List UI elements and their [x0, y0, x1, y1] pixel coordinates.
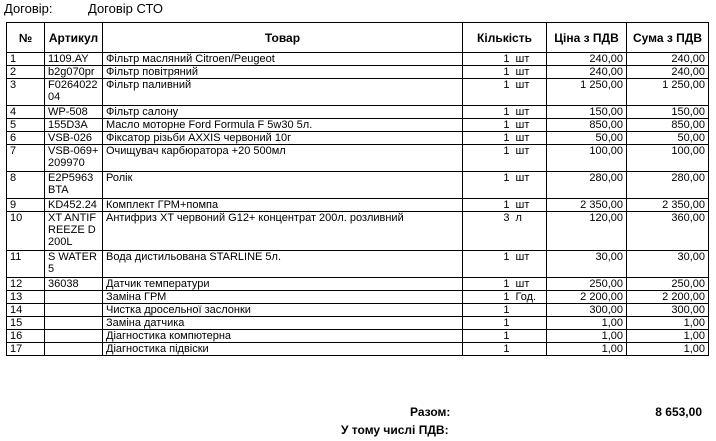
- row-price: 120,00: [547, 212, 627, 251]
- col-price-header: Ціна з ПДВ: [547, 23, 627, 53]
- row-sum: 280,00: [627, 172, 709, 199]
- row-quantity: 1: [463, 66, 513, 79]
- row-product: Заміна датчика: [103, 317, 463, 330]
- row-unit: шт: [513, 66, 547, 79]
- row-sum: 850,00: [627, 119, 709, 132]
- contract-value: Договір СТО: [88, 1, 163, 16]
- row-price: 100,00: [547, 145, 627, 172]
- row-article: [45, 291, 103, 304]
- row-sum: 1,00: [627, 317, 709, 330]
- row-number: 2: [7, 66, 45, 79]
- row-product: Чистка дросельної заслонки: [103, 304, 463, 317]
- table-row: [7, 132, 709, 145]
- contract-line: [4, 1, 163, 17]
- row-quantity: 1: [463, 119, 513, 132]
- row-price: 1,00: [547, 330, 627, 343]
- row-article: KD452.24: [45, 199, 103, 212]
- row-product: Фільтр масляний Citroen/Peugeot: [103, 53, 463, 66]
- row-article: VSB-069+209970: [45, 145, 103, 172]
- table-row: [7, 66, 709, 79]
- row-number: 16: [7, 330, 45, 343]
- row-sum: 1,00: [627, 330, 709, 343]
- row-number: 13: [7, 291, 45, 304]
- row-number: 7: [7, 145, 45, 172]
- row-article: 1109.AY: [45, 53, 103, 66]
- row-price: 850,00: [547, 119, 627, 132]
- table-row: [7, 79, 709, 106]
- row-quantity: 1: [463, 317, 513, 330]
- row-quantity: 1: [463, 291, 513, 304]
- row-price: 30,00: [547, 251, 627, 278]
- row-number: 9: [7, 199, 45, 212]
- col-qty-header: Кількість: [463, 23, 547, 53]
- row-unit: л: [513, 212, 547, 251]
- vat-label: У тому числі ПДВ:: [341, 423, 449, 437]
- row-product: Фільтр паливний: [103, 79, 463, 106]
- row-unit: [513, 343, 547, 356]
- row-sum: 100,00: [627, 145, 709, 172]
- table-row: [7, 212, 709, 251]
- row-article: [45, 304, 103, 317]
- row-quantity: 1: [463, 343, 513, 356]
- row-product: Фільтр повітряний: [103, 66, 463, 79]
- invoice-table: [6, 22, 709, 356]
- row-unit: [513, 317, 547, 330]
- contract-label: Договір:: [4, 1, 53, 16]
- total-value: 8 653,00: [655, 405, 702, 419]
- row-article: WP-508: [45, 106, 103, 119]
- row-number: 10: [7, 212, 45, 251]
- table-row: [7, 172, 709, 199]
- row-unit: шт: [513, 106, 547, 119]
- row-number: 8: [7, 172, 45, 199]
- row-quantity: 1: [463, 53, 513, 66]
- row-unit: [513, 330, 547, 343]
- row-sum: 250,00: [627, 278, 709, 291]
- row-sum: 2 200,00: [627, 291, 709, 304]
- row-article: 155D3A: [45, 119, 103, 132]
- row-price: 250,00: [547, 278, 627, 291]
- row-sum: 240,00: [627, 66, 709, 79]
- row-product: Фіксатор різьби AXXIS червоний 10г: [103, 132, 463, 145]
- row-unit: [513, 304, 547, 317]
- row-product: Очищувач карбюратора +20 500мл: [103, 145, 463, 172]
- row-price: 240,00: [547, 66, 627, 79]
- row-price: 1,00: [547, 343, 627, 356]
- row-unit: шт: [513, 119, 547, 132]
- row-article: [45, 343, 103, 356]
- table-row: [7, 278, 709, 291]
- row-unit: шт: [513, 79, 547, 106]
- row-product: Антифриз XT червоний G12+ концентрат 200л. розливний: [103, 212, 463, 251]
- row-price: 300,00: [547, 304, 627, 317]
- row-number: 1: [7, 53, 45, 66]
- row-product: Діагностика підвіски: [103, 343, 463, 356]
- row-article: F026402204: [45, 79, 103, 106]
- table-header: [7, 23, 709, 53]
- row-quantity: 1: [463, 145, 513, 172]
- row-product: Вода дистильована STARLINE 5л.: [103, 251, 463, 278]
- row-quantity: 3: [463, 212, 513, 251]
- row-article: XT ANTIFREEZE D 200L: [45, 212, 103, 251]
- row-number: 5: [7, 119, 45, 132]
- table-row: [7, 343, 709, 356]
- row-product: Датчик температури: [103, 278, 463, 291]
- row-sum: 30,00: [627, 251, 709, 278]
- row-price: 240,00: [547, 53, 627, 66]
- row-product: Діагностика компютерна: [103, 330, 463, 343]
- row-article: VSB-026: [45, 132, 103, 145]
- row-article: E2P5963BTA: [45, 172, 103, 199]
- row-unit: шт: [513, 53, 547, 66]
- row-price: 2 200,00: [547, 291, 627, 304]
- row-sum: 2 350,00: [627, 199, 709, 212]
- row-price: 50,00: [547, 132, 627, 145]
- row-quantity: 1: [463, 199, 513, 212]
- row-number: 17: [7, 343, 45, 356]
- row-product: Масло моторне Ford Formula F 5w30 5л.: [103, 119, 463, 132]
- row-product: Заміна ГРМ: [103, 291, 463, 304]
- row-sum: 50,00: [627, 132, 709, 145]
- row-price: 280,00: [547, 172, 627, 199]
- row-quantity: 1: [463, 79, 513, 106]
- row-quantity: 1: [463, 106, 513, 119]
- row-article: [45, 330, 103, 343]
- row-unit: Год.: [513, 291, 547, 304]
- row-product: Комплект ГРМ+помпа: [103, 199, 463, 212]
- row-sum: 300,00: [627, 304, 709, 317]
- row-sum: 150,00: [627, 106, 709, 119]
- row-product: Ролік: [103, 172, 463, 199]
- row-article: b2g070pr: [45, 66, 103, 79]
- row-quantity: 1: [463, 304, 513, 317]
- table-row: [7, 304, 709, 317]
- table-row: [7, 119, 709, 132]
- row-unit: шт: [513, 199, 547, 212]
- row-number: 4: [7, 106, 45, 119]
- row-quantity: 1: [463, 330, 513, 343]
- row-price: 1,00: [547, 317, 627, 330]
- row-unit: шт: [513, 251, 547, 278]
- row-sum: 240,00: [627, 53, 709, 66]
- row-quantity: 1: [463, 132, 513, 145]
- col-no-header: №: [7, 23, 45, 53]
- row-sum: 360,00: [627, 212, 709, 251]
- table-row: [7, 317, 709, 330]
- row-number: 12: [7, 278, 45, 291]
- row-price: 2 350,00: [547, 199, 627, 212]
- row-price: 150,00: [547, 106, 627, 119]
- col-sum-header: Сума з ПДВ: [627, 23, 709, 53]
- table-row: [7, 251, 709, 278]
- total-label: Разом:: [410, 405, 451, 419]
- row-article: 36038: [45, 278, 103, 291]
- row-unit: шт: [513, 172, 547, 199]
- row-price: 1 250,00: [547, 79, 627, 106]
- table-row: [7, 330, 709, 343]
- row-article: S WATER 5: [45, 251, 103, 278]
- row-article: [45, 317, 103, 330]
- row-unit: шт: [513, 132, 547, 145]
- row-unit: шт: [513, 145, 547, 172]
- row-quantity: 1: [463, 172, 513, 199]
- row-quantity: 1: [463, 278, 513, 291]
- table-row: [7, 291, 709, 304]
- row-number: 6: [7, 132, 45, 145]
- row-number: 3: [7, 79, 45, 106]
- table-row: [7, 106, 709, 119]
- row-product: Фільтр салону: [103, 106, 463, 119]
- row-sum: 1 250,00: [627, 79, 709, 106]
- table-row: [7, 145, 709, 172]
- table-row: [7, 199, 709, 212]
- col-product-header: Товар: [103, 23, 463, 53]
- row-unit: шт: [513, 278, 547, 291]
- row-sum: 1,00: [627, 343, 709, 356]
- row-number: 14: [7, 304, 45, 317]
- row-number: 15: [7, 317, 45, 330]
- row-number: 11: [7, 251, 45, 278]
- col-article-header: Артикул: [45, 23, 103, 53]
- table-row: [7, 53, 709, 66]
- row-quantity: 1: [463, 251, 513, 278]
